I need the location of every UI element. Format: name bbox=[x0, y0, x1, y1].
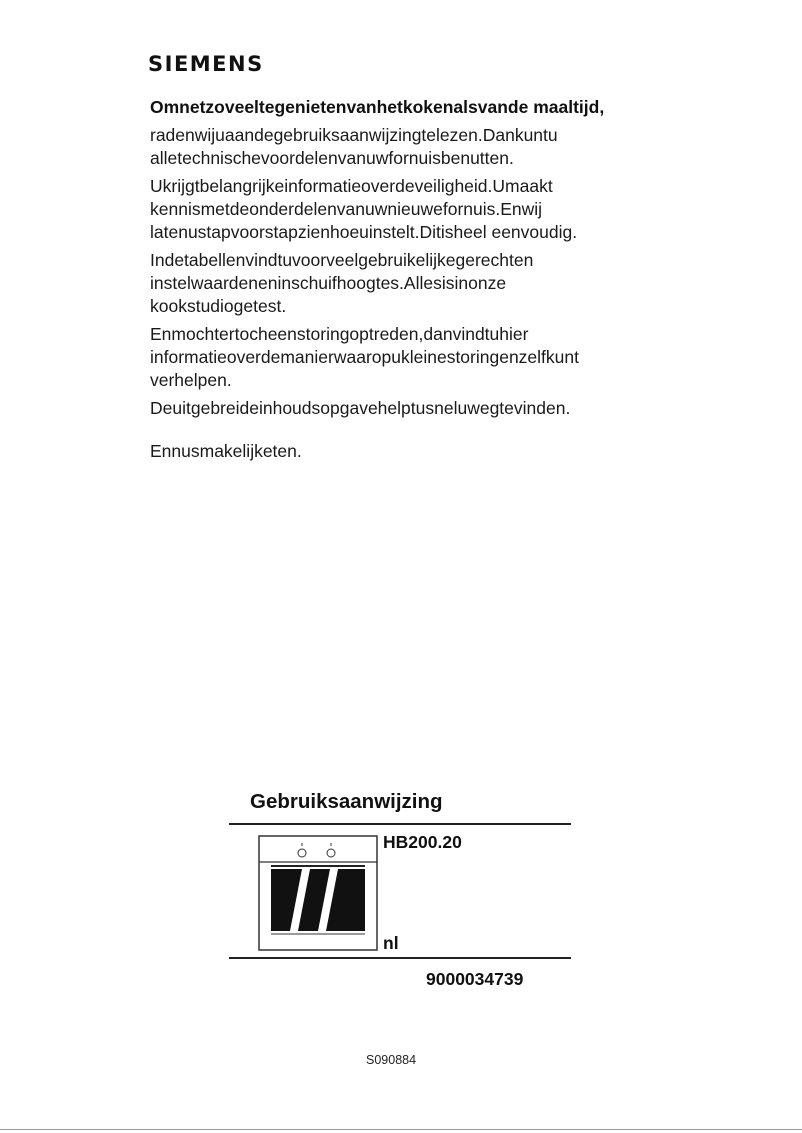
intro-text bbox=[150, 94, 620, 468]
document-number: 9000034739 bbox=[426, 969, 524, 989]
siemens-logo: SIEMENS bbox=[148, 52, 264, 76]
intro-paragraph: radenwijuaandegebruiksaanwijzingtelezen.Dankuntu alletechnischevoordelenvanuwfornuisbenutten. bbox=[150, 125, 558, 168]
intro-paragraph: Ukrijgtbelangrijkeinformatieoverdeveiligheid.Umaakt kennismetdeonderdelenvanuwnieuwefornuis.Enwij latenustapvoorstapzienhoeuinstelt.Ditisheel eenvoudig. bbox=[150, 176, 578, 242]
divider-top bbox=[229, 823, 571, 825]
intro-heading: Omnetzoveeltegenietenvanhetkokenalsvande maaltijd, bbox=[150, 97, 605, 117]
oven-icon bbox=[258, 835, 378, 951]
intro-closing: Ennusmakelijketen. bbox=[150, 441, 302, 461]
intro-paragraph: Deuitgebreideinhoudsopgavehelptusneluwegtevinden. bbox=[150, 398, 571, 418]
divider-bottom bbox=[229, 957, 571, 959]
page-bottom-line bbox=[0, 1129, 802, 1130]
intro-paragraph: Enmochtertocheenstoringoptreden,danvindtuhier informatieoverdemanierwaaropukleinestoringenzelfkunt verhelpen. bbox=[150, 324, 579, 390]
language-code: nl bbox=[383, 933, 399, 953]
intro-paragraph: Indetabellenvindtuvoorveelgebruikelijkegerechten instelwaardeneninschuifhoogtes.Allesisinonze kookstudiogetest. bbox=[150, 250, 534, 316]
model-number: HB200.20 bbox=[383, 832, 462, 852]
footer-code: S090884 bbox=[366, 1053, 417, 1067]
manual-title: Gebruiksaanwijzing bbox=[250, 790, 443, 813]
